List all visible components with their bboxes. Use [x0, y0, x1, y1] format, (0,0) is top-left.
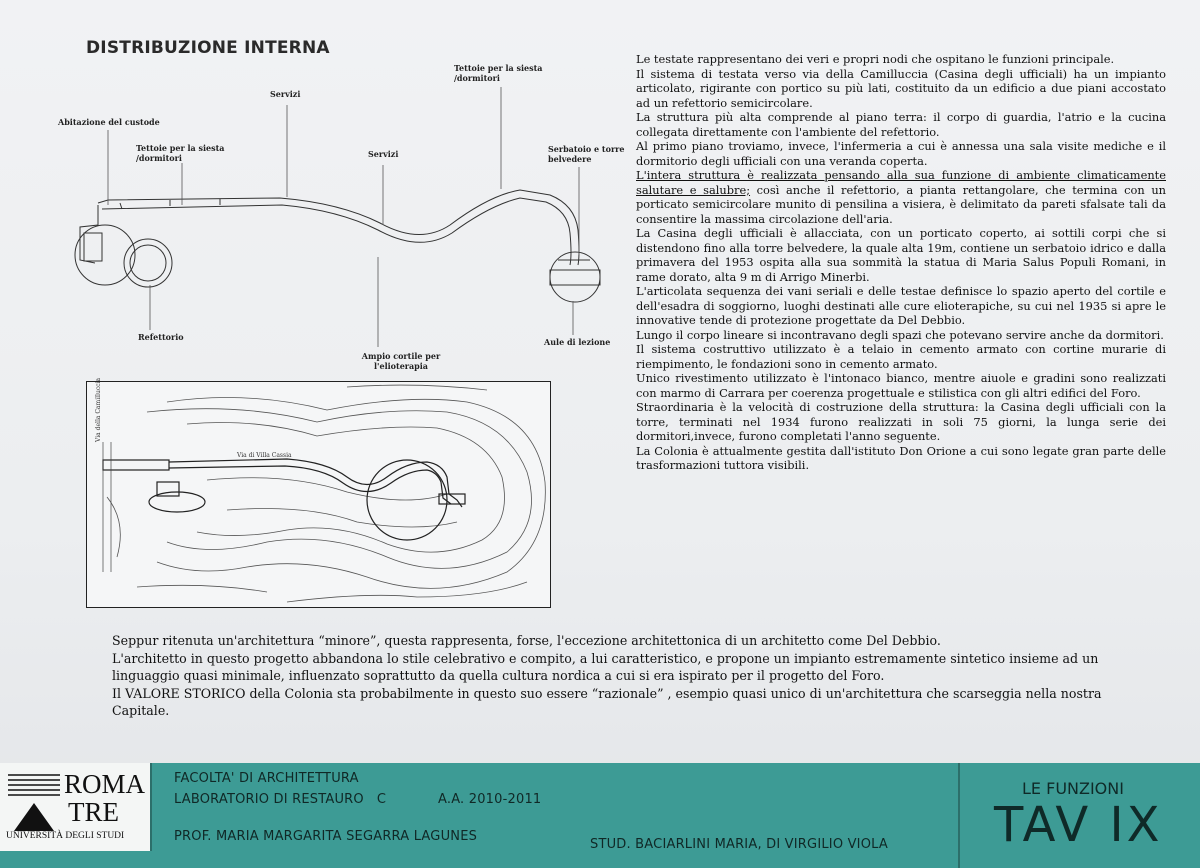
right-paragraph: Unico rivestimento utilizzato è l'intonaco bianco, mentre aiuole e gradini sono realizzati con marmo di Carrara per coerenza progettuale e stilistica con gli altri edifici del Foro.: [636, 371, 1166, 400]
page-title: DISTRIBUZIONE INTERNA: [86, 38, 330, 58]
right-paragraph: La Casina degli ufficiali è allacciata, con un porticato coperto, ai sottili corpi che si distendono fino alla torre belvedere, la quale alta 19m, contiene un serbatoio idrico e dalla primavera del 1953 ospita alla sua sommità la statua di Maria Salus Populi Romani, in rame dorato, alta 9 m di Arrigo Minerbi.: [636, 226, 1166, 284]
label-abitazione: Abitazione del custode: [58, 117, 160, 127]
academic-year: A.A. 2010-2011: [438, 792, 542, 807]
right-paragraph: Il sistema costruttivo utilizzato è a telaio in cemento armato con cortine murarie di riempimento, le fondazioni sono in cemento armato.: [636, 342, 1166, 371]
right-paragraph: Al primo piano troviamo, invece, l'infermeria a cui è annessa una sala visite mediche e il dormitorio degli ufficiali con una veranda coperta.: [636, 139, 1166, 168]
right-paragraph: Lungo il corpo lineare si incontravano degli spazi che potevano servire anche da dormitori.: [636, 327, 1164, 342]
tav-title: TAV IX: [994, 797, 1163, 853]
logo-roma: ROMA: [64, 769, 146, 799]
bottom-paragraph: Il VALORE STORICO della Colonia sta probabilmente in questo suo essere “razionale” , esempio quasi unico di un'architettura che scarseggia nella nostra Capitale.: [112, 685, 1102, 719]
right-column-text: [636, 52, 1166, 473]
label-servizi-top: Servizi: [270, 89, 301, 99]
right-paragraph: La struttura più alta comprende al piano terra: il corpo di guardia, l'atrio e la cucina collegata direttamente con l'ambiente del refettorio.: [636, 110, 1166, 139]
right-paragraph: L'articolata sequenza dei vani seriali e delle testae definisce lo spazio aperto del cortile e dell'esadra di soggiorno, luoghi destinati alle cure elioterapiche, su cui nel 1935 si apre le innovative tende di protezione progettate da Del Debbio.: [636, 284, 1166, 327]
floor-plan: [50, 55, 640, 385]
right-paragraph: La Colonia è attualmente gestita dall'istituto Don Orione a cui sono legate gran parte delle trasformazioni tuttora visibili.: [636, 443, 1166, 472]
right-paragraph-underlined: [636, 168, 1166, 226]
label-tettoie-right: Tettoie per la siesta /dormitori: [454, 63, 543, 83]
site-villa-label: Via di Villa Cassia: [237, 452, 292, 459]
tav-subtitle: LE FUNZIONI: [1022, 779, 1124, 798]
bottom-paragraph: Seppur ritenuta un'architettura “minore”, questa rappresenta, forse, l'eccezione architettonica di un architetto come Del Debbio.: [112, 633, 941, 648]
bottom-text: [112, 632, 1102, 720]
lab-name: LABORATORIO DI RESTAURO C: [174, 792, 387, 807]
table-id-box: [958, 763, 1200, 868]
logo-universita: UNIVERSITÀ DEGLI STUDI: [6, 831, 125, 841]
site-plan-drawing: [87, 382, 550, 607]
students-names: STUD. BACIARLINI MARIA, DI VIRGILIO VIOLA: [590, 837, 888, 852]
label-refettorio: Refettorio: [138, 332, 184, 342]
logo-tre: TRE: [68, 797, 119, 827]
underlined-continuation: così anche il refettorio, a pianta rettangolare, che termina con un porticato semicircolare munito di pensilina a visiera, è delimitato da pareti sfalsate tali da consentire la massima circolazione dell'aria.: [636, 182, 1166, 226]
right-paragraph: Il sistema di testata verso via della Camilluccia (Casina degli ufficiali) ha un impianto articolato, rigirante con portico su più lati, costituito da un edificio a due piani accostato ad un refettorio semicircolare.: [636, 66, 1166, 110]
label-cortile: Ampio cortile per l'elioterapia: [361, 351, 441, 371]
right-paragraph: Straordinaria è la velocità di costruzione della struttura: la Casina degli ufficiali con la torre, terminati nel 1934 furono realizzati in soli 75 giorni, la lunga serie dei dormitori,invece, furono completati l'anno seguente.: [636, 400, 1166, 443]
underlined-text: L'intera struttura è realizzata pensando alla sua funzione di ambiente climaticamente salutare e salubre;: [636, 168, 1166, 197]
site-plan: [86, 377, 551, 608]
roma-tre-logo: [0, 763, 152, 851]
label-tettoie-left: Tettoie per la siesta /dormitori: [136, 143, 225, 163]
professor-name: PROF. MARIA MARGARITA SEGARRA LAGUNES: [174, 829, 478, 844]
bottom-paragraph: L'architetto in questo progetto abbandona lo stile celebrativo e compito, a lui caratteristico, e propone un impianto estremamente sintetico insieme ad un linguaggio quasi minimale, influenzato soprattutto da quella cultura nordica a cui si era ispirato per il progetto del Foro.: [112, 650, 1099, 684]
footer-band: [0, 763, 1200, 868]
label-aule: Aule di lezione: [544, 337, 611, 347]
site-road-label: Via della Camilluccia: [95, 377, 102, 442]
label-serbatoio: Serbatoio e torre belvedere: [548, 144, 625, 164]
right-paragraph: Le testate rappresentano dei veri e propri nodi che ospitano le funzioni principale.: [636, 52, 1115, 66]
faculty-name: FACOLTA' DI ARCHITETTURA: [174, 771, 359, 786]
label-servizi-mid: Servizi: [368, 149, 399, 159]
